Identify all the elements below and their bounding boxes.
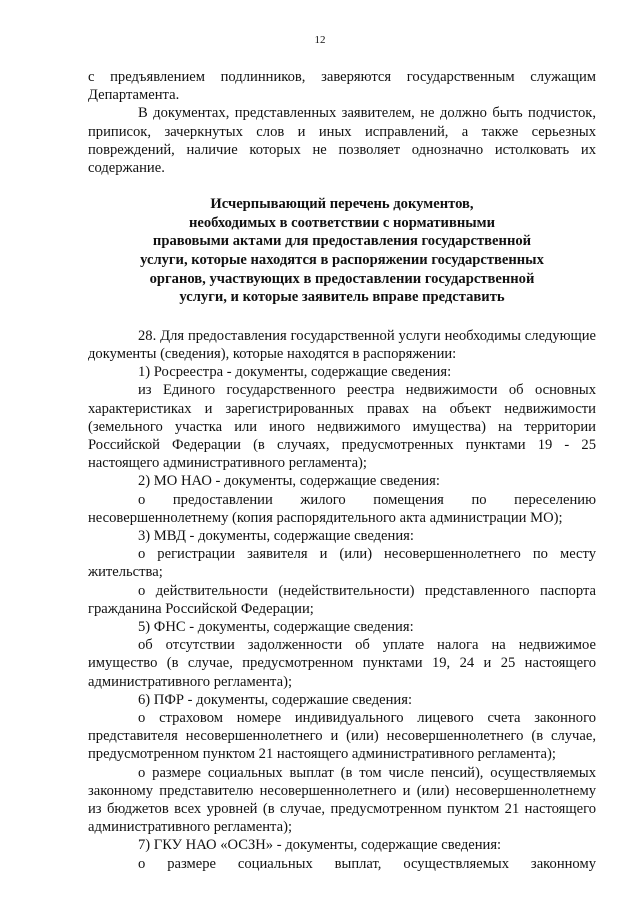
list-subitem: о размере социальных выплат, осуществляемых законному — [138, 855, 596, 872]
body-paragraph-28: 28. Для предоставления государственной услуги необходимы следующие документы (сведения), которые находятся в распоряжении: — [88, 327, 596, 362]
section-heading-line: необходимых в соответствии с нормативными — [189, 214, 495, 231]
list-subitem: о регистрации заявителя и (или) несовершеннолетнего по месту жительства; — [88, 546, 596, 581]
section-heading-line: правовыми актами для предоставления государственной — [152, 233, 532, 250]
list-subitem: о страховом номере индивидуального лицевого счета законного представителя несовершеннолетнего и (или) несовершеннолетнего (в случае, предусмотренном пунктом 21 настоящего административного регламента); — [88, 710, 596, 763]
list-item-mvd: 3) МВД - документы, содержащие сведения: — [138, 528, 414, 545]
list-item-rosreestr: 1) Росреестра - документы, содержащие сведения: — [138, 364, 452, 381]
section-heading-line: Исчерпывающий перечень документов, — [210, 196, 474, 213]
intro-paragraph: В документах, представленных заявителем, не должно быть подчисток, приписок, зачеркнутых слов и иных исправлений, а также серьезных повреждений, наличие которых не позволяет однозначно истолковать их содержание. — [88, 105, 596, 177]
intro-paragraph: с предъявлением подлинников, заверяются государственным служащим Департамента. — [88, 69, 596, 104]
list-subitem: о предоставлении жилого помещения по переселению несовершеннолетнему (копия распорядительного акта администрации МО); — [88, 491, 596, 526]
section-heading-line: услуги, и которые заявитель вправе представить — [179, 289, 505, 306]
list-subitem: о действительности (недействительности) представленного паспорта гражданина Российской Федерации; — [88, 582, 596, 617]
list-item-fns: 5) ФНС - документы, содержащие сведения: — [138, 619, 414, 636]
section-heading — [88, 195, 596, 307]
section-heading-line: органов, участвующих в предоставлении государственной — [149, 270, 535, 287]
list-item-mo-nao: 2) МО НАО - документы, содержащие сведения: — [138, 473, 440, 490]
list-item-pfr: 6) ПФР - документы, содержашие сведения: — [138, 691, 413, 708]
list-item-gku-oszn: 7) ГКУ НАО «ОСЗН» - документы, содержащие сведения: — [138, 837, 502, 854]
section-heading-line: услуги, которые находятся в распоряжении государственных — [140, 252, 544, 268]
list-subitem: об отсутствии задолженности об уплате налога на недвижимое имущество (в случае, предусмотренном пунктами 19, 24 и 25 настоящего административного регламента); — [88, 637, 596, 690]
list-subitem: из Единого государственного реестра недвижимости об основных характеристиках и зарегистрированных правах на объект недвижимости (земельного участка или иного недвижимого имущества) на территории Российской Федерации (в случаях, предусмотренных пунктами 19 - 25 настоящего административного регламента); — [88, 382, 596, 472]
document-body — [88, 68, 596, 873]
page-number: 12 — [314, 34, 326, 46]
list-subitem: о размере социальных выплат (в том числе пенсий), осуществляемых законному представителю несовершеннолетнего и (или) несовершеннолетнему из бюджетов всех уровней (в случае, предусмотренном пунктом 21 настоящего административного регламента); — [88, 764, 596, 836]
